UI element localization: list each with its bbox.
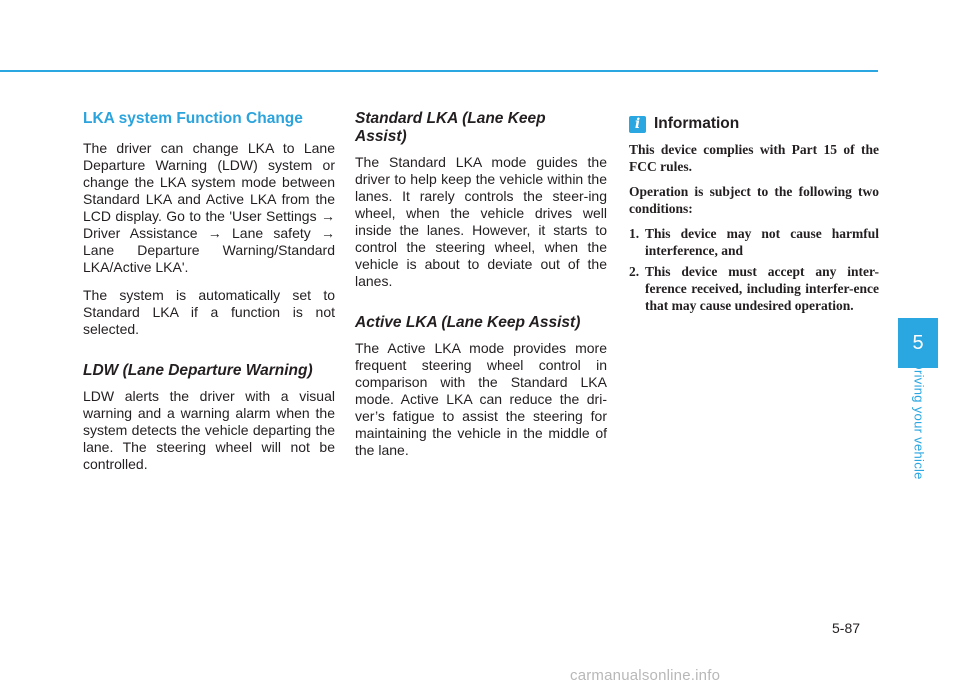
standard-lka-heading: Standard LKA (Lane Keep Assist) — [355, 110, 546, 145]
list-item-number: 2. — [629, 264, 640, 279]
ldw-heading: LDW (Lane Departure Warning) — [83, 362, 313, 379]
chapter-tab: 5 — [898, 318, 938, 368]
active-lka-heading: Active LKA (Lane Keep Assist) — [355, 314, 581, 331]
active-lka-paragraph: The Active LKA mode provides more frequent steering wheel control in comparison with the Standard LKA mode. Active LKA can reduce the dri-ver’s fatigue to assist the steering for maintaining the vehicle in the middle of the lane. — [355, 340, 607, 458]
information-header — [629, 115, 879, 133]
chapter-label: Driving your vehicle — [911, 360, 927, 480]
top-rule — [0, 70, 878, 72]
column-1 — [83, 110, 335, 484]
lka-change-paragraph: The driver can change LKA to Lane Departure Warning (LDW) system or change the LKA system mode between Standard LKA and Active LKA from the LCD display. Go to the 'User Settings → Driver Assistance → Lane safety → Lane Departure Warning/Standard LKA/Active LKA'. — [83, 140, 335, 275]
ldw-paragraph: LDW alerts the driver with a visual warning and a warning alarm when the system detects the vehicle departing the lane. The steering wheel will not be controlled. — [83, 388, 335, 472]
information-title: Information — [654, 115, 740, 132]
standard-lka-paragraph: The Standard LKA mode guides the driver to help keep the vehicle within the lanes. It rarely controls the steer-ing wheel, when the vehicle drives well inside the lanes. However, it starts to control the steering wheel, when the vehicle is about to deviate out of the lanes. — [355, 154, 607, 289]
list-item-text: This device may not cause harmful interference, and — [645, 226, 879, 258]
lka-default-paragraph: The system is automatically set to Standard LKA if a function is not selected. — [83, 287, 335, 337]
section-heading-lka-function-change: LKA system Function Change — [83, 110, 303, 127]
column-2 — [355, 110, 607, 470]
list-item-text: This device must accept any inter-ference received, including interfer-ence that may cause undesired operation. — [645, 264, 879, 313]
info-icon: i — [629, 116, 646, 133]
list-item — [629, 225, 879, 259]
list-item — [629, 263, 879, 314]
list-item-number: 1. — [629, 226, 640, 241]
watermark: carmanualsonline.info — [570, 667, 721, 684]
information-box — [629, 115, 879, 318]
conditions-intro: Operation is subject to the following two conditions: — [629, 184, 879, 216]
page-number: 5-87 — [832, 620, 861, 636]
fcc-compliance-text: This device complies with Part 15 of the FCC rules. — [629, 142, 879, 174]
